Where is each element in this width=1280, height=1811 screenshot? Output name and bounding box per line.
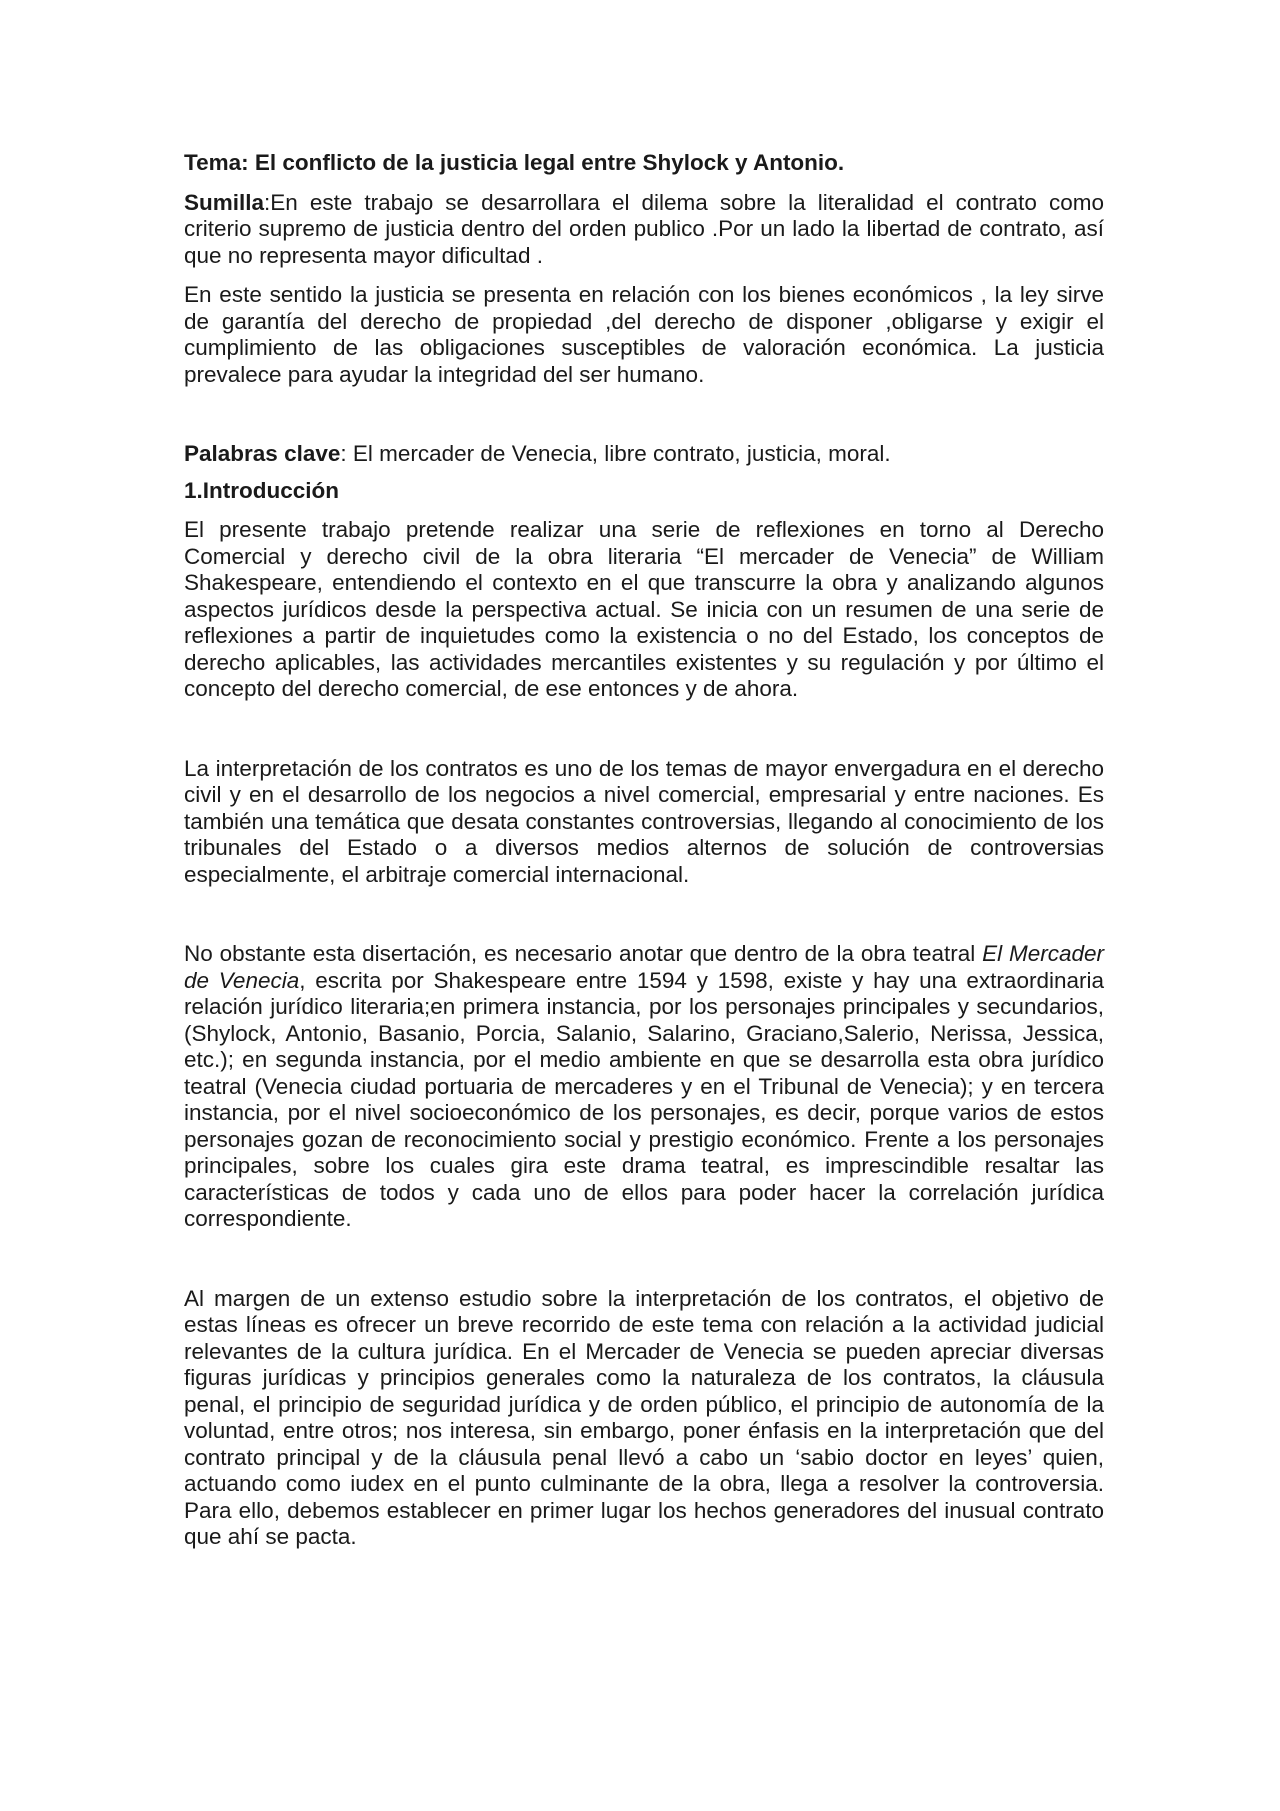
paragraph-sentido: En este sentido la justicia se presenta en relación con los bienes económicos , la ley sirve de garantía del derecho de propiedad ,del derecho de disponer ,obligarse y exigir el cumplimiento de las obligaciones susceptibles de valoración económica. La justicia prevalece para ayudar la integridad del ser humano. <box>184 282 1104 387</box>
paragraph-intro: El presente trabajo pretende realizar una serie de reflexiones en torno al Derecho Comercial y derecho civil de la obra literaria “El mercader de Venecia” de William Shakespeare, entendiendo el contexto en el que transcurre la obra y analizando algunos aspectos jurídicos desde la perspectiva actual. Se inicia con un resumen de una serie de reflexiones a partir de inquietudes como la existencia o no del Estado, los conceptos de derecho aplicables, las actividades mercantiles existentes y su regulación y por último el concepto del derecho comercial, de ese entonces y de ahora. <box>184 517 1104 701</box>
paragraph-obstante <box>184 941 1104 1233</box>
keywords-line <box>184 441 1104 468</box>
keywords-text: : El mercader de Venecia, libre contrato, justicia, moral. <box>340 441 891 466</box>
paragraph-interpretacion: La interpretación de los contratos es uno de los temas de mayor envergadura en el derecho civil y en el desarrollo de los negocios a nivel comercial, empresarial y entre naciones. Es también una temática que desata constantes controversias, llegando al conocimiento de los tribunales del Estado o a diversos medios alternos de solución de controversias especialmente, el arbitraje comercial internacional. <box>184 755 1104 887</box>
paragraph-margen: Al margen de un extenso estudio sobre la interpretación de los contratos, el objetivo de estas líneas es ofrecer un breve recorrido de este tema con relación a la actividad judicial relevantes de la cultura jurídica. En el Mercader de Venecia se pueden apreciar diversas figuras jurídicas y principios generales como la naturaleza de los contratos, la cláusula penal, el principio de seguridad jurídica y de orden público, el principio de autonomía de la voluntad, entre otros; nos interesa, sin embargo, poner énfasis en la interpretación que del contrato principal y de la cláusula penal llevó a cabo un ‘sabio doctor en leyes’ quien, actuando como iudex en el punto culminante de la obra, llega a resolver la controversia. Para ello, debemos establecer en primer lugar los hechos generadores del inusual contrato que ahí se pacta. <box>184 1285 1104 1549</box>
sumilla-label: Sumilla <box>184 189 265 215</box>
section-heading: 1.Introducción <box>184 477 340 503</box>
sumilla-text: :En este trabajo se desarrollara el dilema sobre la literalidad el contrato como criterio supremo de justicia dentro del orden publico .Por un lado la libertad de contrato, así que no representa mayor dificultad . <box>184 189 1104 268</box>
title-label: Tema: <box>184 150 249 175</box>
document-title <box>184 150 1104 177</box>
document-page <box>184 150 1104 1551</box>
play-title-italic: El Mercader de Venecia <box>184 941 1104 993</box>
paragraph-obstante-post: , escrita por Shakespeare entre 1594 y 1598, existe y hay una extraordinaria relación jurídico literaria;en primera instancia, por los personajes principales y secundarios, (Shylock, Antonio, Basanio, Porcia, Salanio, Salarino, Graciano,Salerio, Nerissa, Jessica, etc.); en segunda instancia, por el medio ambiente en que se desarrolla esta obra jurídico teatral (Venecia ciudad portuaria de mercaderes y en el Tribunal de Venecia); y en tercera instancia, por el nivel socioeconómico de los personajes, es decir, porque varios de estos personajes gozan de reconocimiento social y prestigio económico. Frente a los personajes principales, sobre los cuales gira este drama teatral, es imprescindible resaltar las características de todos y cada uno de ellos para poder hacer la correlación jurídica correspondiente. <box>184 967 1104 1231</box>
keywords-label: Palabras clave <box>184 441 341 466</box>
title-text: El conflicto de la justicia legal entre Shylock y Antonio. <box>254 150 845 175</box>
sumilla-paragraph <box>184 190 1104 270</box>
paragraph-obstante-pre: No obstante esta disertación, es necesario anotar que dentro de la obra teatral <box>184 941 983 966</box>
